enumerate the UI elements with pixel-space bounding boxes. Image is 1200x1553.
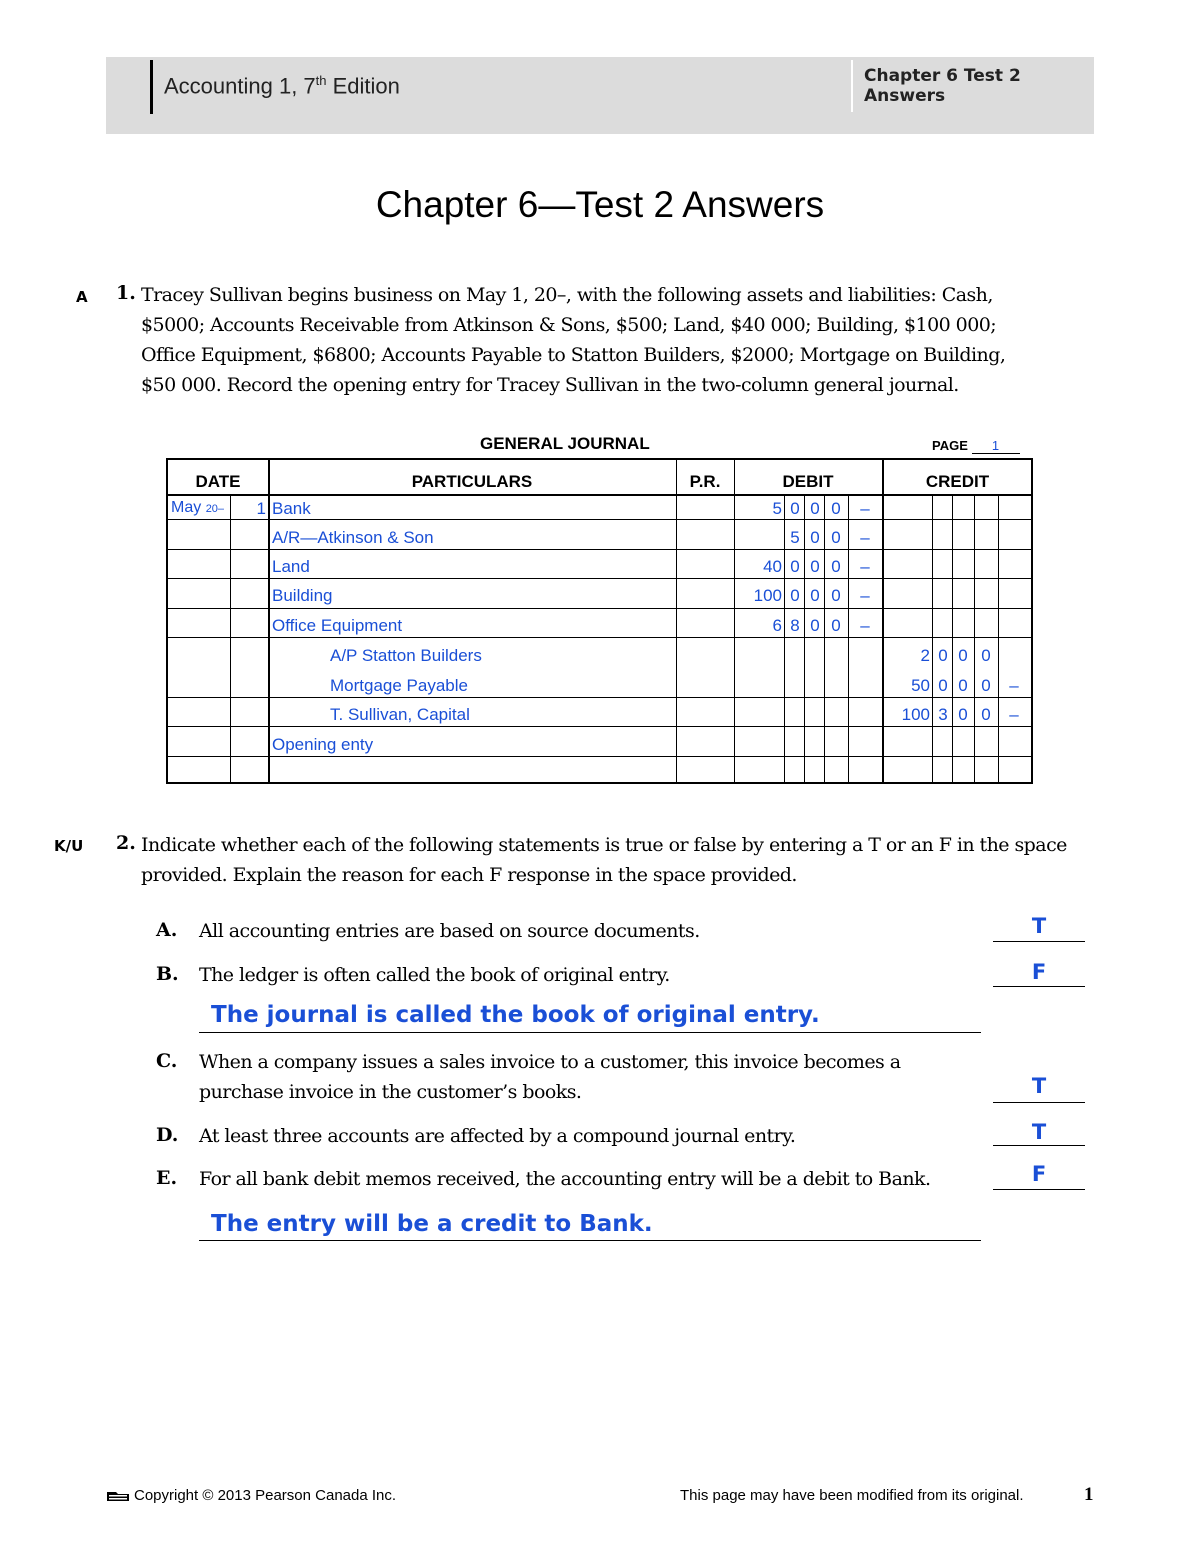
debit-digit: 0 bbox=[831, 586, 841, 605]
row-particulars: Building bbox=[272, 586, 333, 605]
row-particulars: T. Sullivan, Capital bbox=[330, 705, 470, 724]
debit-digit: 0 bbox=[810, 557, 820, 576]
credit-dash: – bbox=[1009, 676, 1019, 695]
row-particulars: A/P Statton Builders bbox=[330, 646, 482, 665]
entry-date-day: 1 bbox=[256, 499, 266, 518]
item-statement: When a company issues a sales invoice to a customer, this invoice becomes a purchase invoice in the customer’s books. bbox=[199, 1051, 901, 1103]
row-particulars: Office Equipment bbox=[272, 616, 403, 635]
explanation-field[interactable]: The journal is called the book of original entry. bbox=[211, 1002, 820, 1028]
footer-copyright: Copyright © 2013 Pearson Canada Inc. bbox=[106, 1487, 396, 1504]
header-rule bbox=[150, 60, 153, 114]
explanation-line bbox=[199, 1032, 981, 1033]
debit-digit: 0 bbox=[810, 616, 820, 635]
debit-lead: 6 bbox=[772, 616, 782, 635]
row-particulars: Mortgage Payable bbox=[330, 676, 468, 695]
item-statement: For all bank debit memos received, the accounting entry will be a debit to Bank. bbox=[199, 1168, 931, 1190]
debit-digit: 0 bbox=[831, 499, 841, 518]
item-statement: The ledger is often called the book of original entry. bbox=[199, 964, 670, 986]
q1-number: 1. bbox=[116, 282, 136, 304]
credit-digit: 3 bbox=[938, 705, 948, 724]
credit-digit: 0 bbox=[958, 646, 968, 665]
debit-digit: 0 bbox=[790, 586, 800, 605]
entry-date-month: May 20– bbox=[171, 499, 225, 516]
col-date: DATE bbox=[195, 472, 241, 491]
answer-line bbox=[993, 941, 1085, 942]
item-statement: At least three accounts are affected by a compound journal entry. bbox=[199, 1125, 796, 1147]
credit-digit: 0 bbox=[981, 646, 991, 665]
row-particulars: Opening enty bbox=[272, 735, 374, 754]
footer-notice: This page may have been modified from its original. bbox=[680, 1487, 1024, 1504]
answer-field[interactable]: T bbox=[1031, 1120, 1047, 1144]
credit-dash: – bbox=[1009, 705, 1019, 724]
header-divider bbox=[851, 60, 853, 112]
credit-digit: 0 bbox=[981, 705, 991, 724]
journal-title: GENERAL JOURNAL bbox=[480, 434, 650, 453]
debit-lead: 5 bbox=[772, 499, 782, 518]
credit-lead: 100 bbox=[901, 705, 930, 724]
debit-digit: 5 bbox=[790, 528, 800, 547]
credit-lead: 2 bbox=[920, 646, 930, 665]
book-icon bbox=[106, 1490, 130, 1502]
debit-digit: 0 bbox=[810, 499, 820, 518]
q2-skill-label: K/U bbox=[54, 837, 84, 855]
debit-digit: 0 bbox=[810, 528, 820, 547]
col-debit: DEBIT bbox=[782, 472, 834, 491]
row-particulars: A/R—Atkinson & Son bbox=[272, 528, 434, 547]
credit-lead: 50 bbox=[911, 676, 930, 695]
answer-line bbox=[993, 986, 1085, 987]
credit-digit: 0 bbox=[958, 676, 968, 695]
item-letter: A. bbox=[156, 919, 178, 941]
page-number: 1 bbox=[1084, 1484, 1094, 1505]
journal-page-number: 1 bbox=[972, 439, 1020, 454]
row-particulars: Bank bbox=[272, 499, 311, 518]
answer-line bbox=[993, 1102, 1085, 1103]
answer-field[interactable]: T bbox=[1031, 1074, 1047, 1098]
debit-digit: 0 bbox=[831, 616, 841, 635]
col-particulars: PARTICULARS bbox=[411, 472, 533, 491]
book-title: Accounting 1, 7th Edition bbox=[164, 73, 400, 99]
page-title: Chapter 6—Test 2 Answers bbox=[375, 184, 825, 225]
journal-page: PAGE 1 bbox=[932, 438, 1020, 454]
answer-field[interactable]: F bbox=[1031, 960, 1047, 984]
item-letter: C. bbox=[156, 1050, 178, 1072]
q1-skill-label: A bbox=[76, 288, 88, 306]
col-credit: CREDIT bbox=[925, 472, 990, 491]
q2-text: Indicate whether each of the following statements is true or false by entering a T or an F in the space provided. Explain the reason for each F response in the space provided. bbox=[141, 834, 1067, 886]
debit-digit: 0 bbox=[790, 557, 800, 576]
credit-digit: 0 bbox=[958, 705, 968, 724]
credit-digit: 0 bbox=[981, 676, 991, 695]
answer-field[interactable]: F bbox=[1031, 1162, 1047, 1186]
debit-digit: 0 bbox=[810, 586, 820, 605]
item-letter: B. bbox=[156, 963, 179, 985]
chapter-tag: Chapter 6 Test 2 Answers bbox=[864, 66, 1021, 106]
col-pr: P.R. bbox=[689, 472, 721, 491]
debit-dash: – bbox=[860, 499, 870, 518]
q2-number: 2. bbox=[116, 832, 136, 854]
debit-digit: 0 bbox=[831, 528, 841, 547]
general-journal-table bbox=[166, 458, 1033, 784]
credit-digit: 0 bbox=[938, 676, 948, 695]
answer-line bbox=[993, 1189, 1085, 1190]
debit-dash: – bbox=[860, 616, 870, 635]
debit-digit: 0 bbox=[831, 557, 841, 576]
explanation-line bbox=[199, 1240, 981, 1241]
debit-dash: – bbox=[860, 586, 870, 605]
row-particulars: Land bbox=[272, 557, 310, 576]
item-statement: All accounting entries are based on source documents. bbox=[199, 920, 700, 942]
explanation-field[interactable]: The entry will be a credit to Bank. bbox=[211, 1211, 653, 1237]
answer-field[interactable]: T bbox=[1031, 914, 1047, 938]
item-letter: E. bbox=[156, 1167, 178, 1189]
debit-dash: – bbox=[860, 528, 870, 547]
answer-line bbox=[993, 1145, 1085, 1146]
item-letter: D. bbox=[156, 1124, 179, 1146]
debit-dash: – bbox=[860, 557, 870, 576]
q1-text: Tracey Sullivan begins business on May 1, 20–, with the following assets and liabilities: Cash, $5000; Accounts Receivable from Atkinson & Sons, $500; Land, $40 000; Building, $100 000; Office Equipment, $6800; Accounts Payable to Statton Builders, $2000; Mortgage on Building, $50 000. Record the opening entry for Tracey Sullivan in the two-column general journal. bbox=[141, 284, 1006, 396]
debit-digit: 0 bbox=[790, 499, 800, 518]
credit-digit: 0 bbox=[938, 646, 948, 665]
debit-lead: 40 bbox=[763, 557, 782, 576]
debit-lead: 100 bbox=[753, 586, 782, 605]
debit-digit: 8 bbox=[790, 616, 800, 635]
